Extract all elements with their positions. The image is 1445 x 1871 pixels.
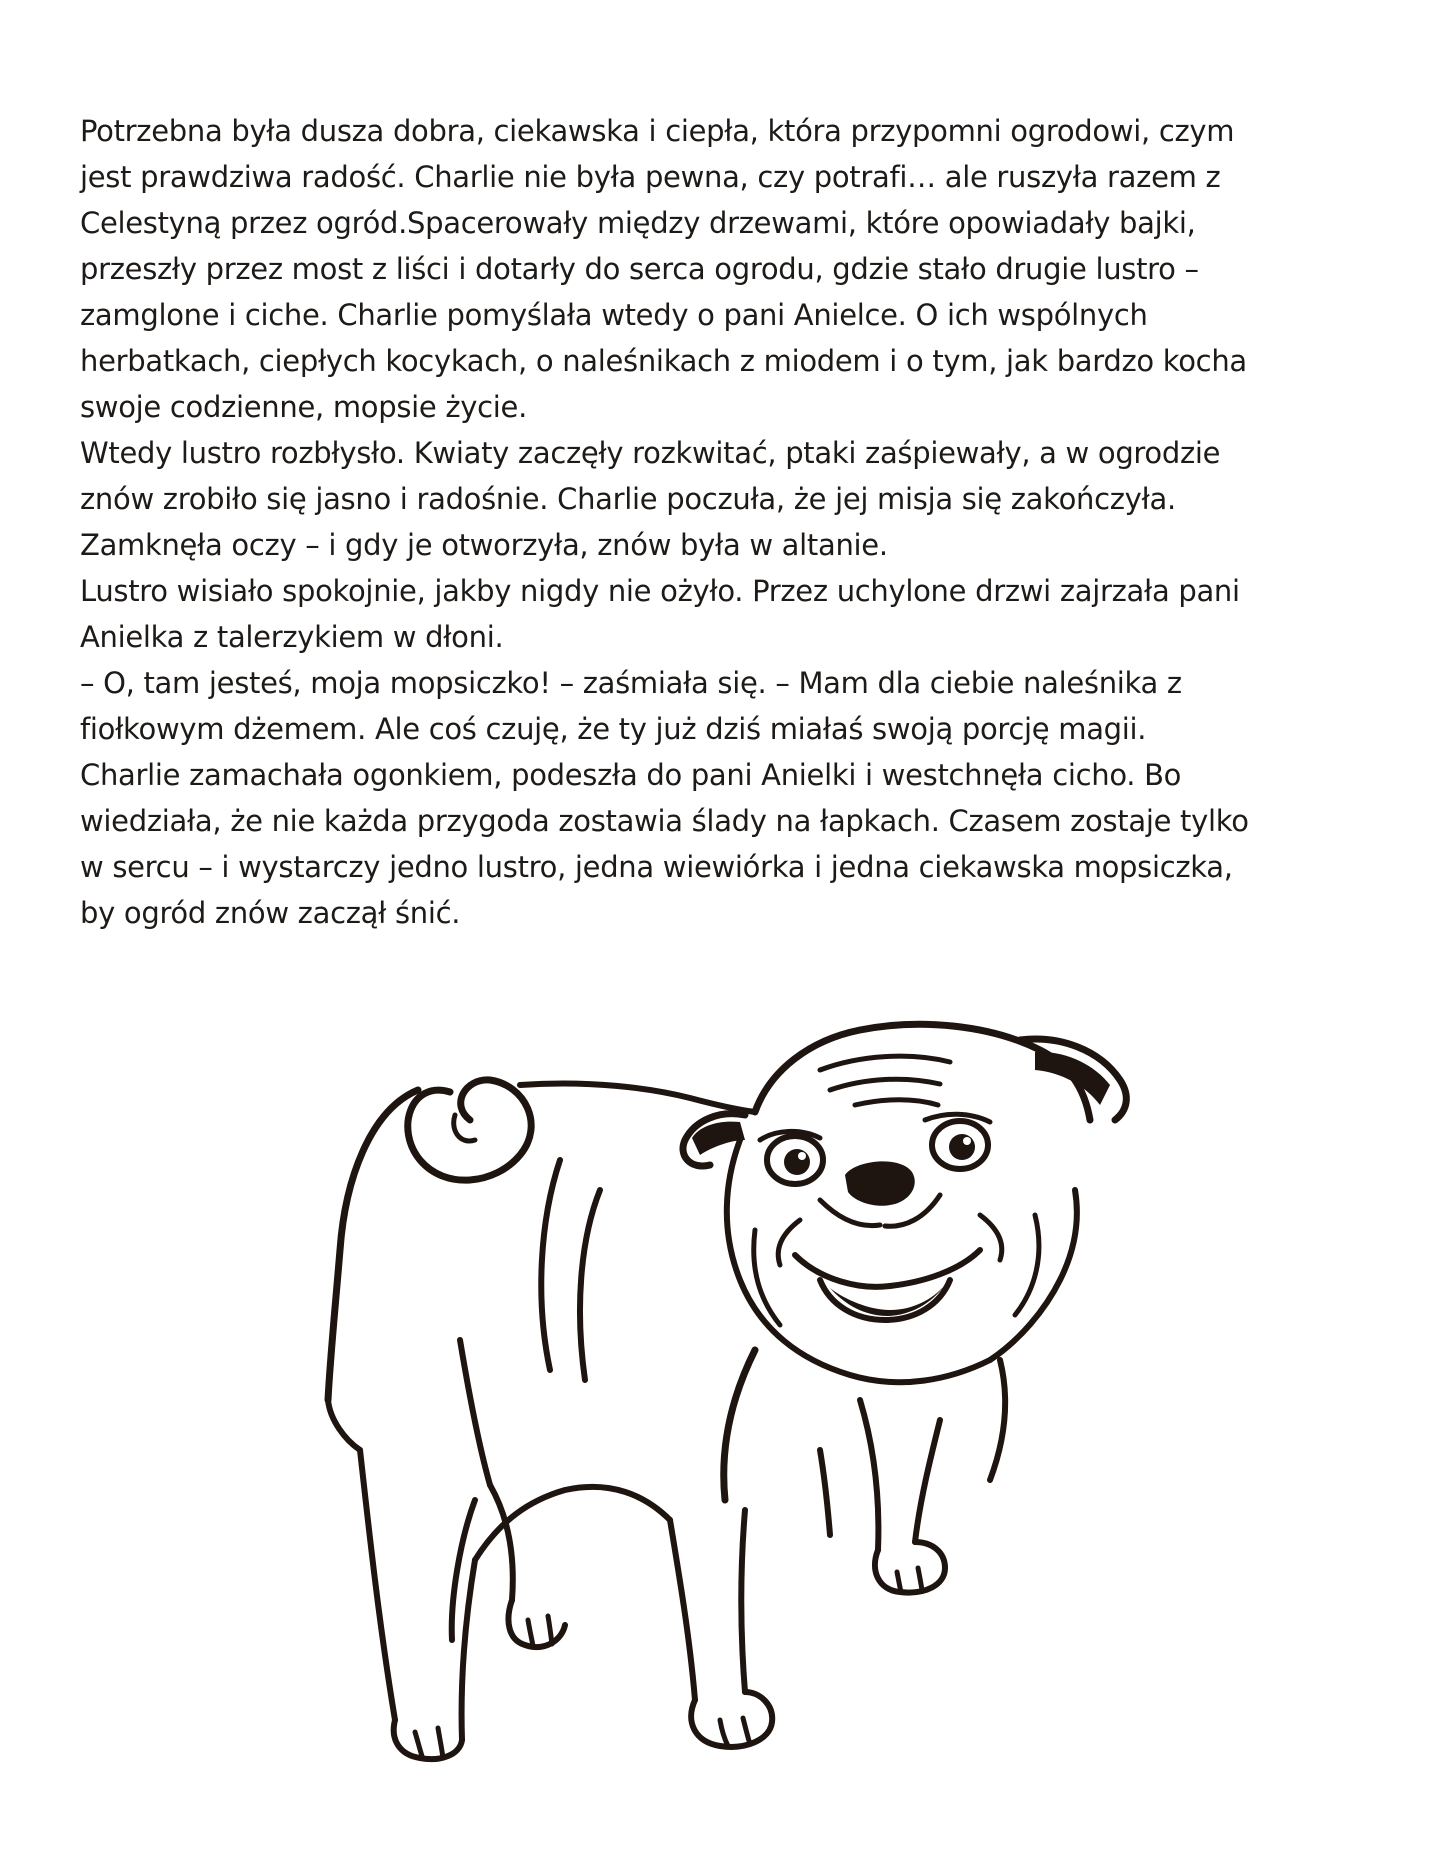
story-line: Charlie zamachała ogonkiem, podeszła do pani Anielki i westchnęła cicho. Bo <box>80 758 1182 792</box>
story-line: swoje codzienne, mopsie życie. <box>80 390 528 424</box>
story-line: przeszły przez most z liści i dotarły do serca ogrodu, gdzie stało drugie lustro – <box>80 252 1199 286</box>
story-line: znów zrobiło się jasno i radośnie. Charlie poczuła, że jej misja się zakończyła. <box>80 482 1176 516</box>
story-line: Zamknęła oczy – i gdy je otworzyła, znów była w altanie. <box>80 528 888 562</box>
story-line: – O, tam jesteś, moja mopsiczko! – zaśmiała się. – Mam dla ciebie naleśnika z <box>80 666 1182 700</box>
story-line: w sercu – i wystarczy jedno lustro, jedna wiewiórka i jedna ciekawska mopsiczka, <box>80 850 1233 884</box>
story-line: Potrzebna była dusza dobra, ciekawska i ciepła, która przypomni ogrodowi, czym <box>80 114 1235 148</box>
pug-illustration <box>300 980 1220 1800</box>
story-line: Wtedy lustro rozbłysło. Kwiaty zaczęły rozkwitać, ptaki zaśpiewały, a w ogrodzie <box>80 436 1221 470</box>
story-line: Lustro wisiało spokojnie, jakby nigdy nie ożyło. Przez uchylone drzwi zajrzała pani <box>80 574 1240 608</box>
story-line: jest prawdziwa radość. Charlie nie była pewna, czy potrafi… ale ruszyła razem z <box>80 160 1221 194</box>
pug-dog-icon <box>300 980 1220 1800</box>
story-line: wiedziała, że nie każda przygoda zostawia ślady na łapkach. Czasem zostaje tylko <box>80 804 1249 838</box>
story-line: fiołkowym dżemem. Ale coś czuję, że ty już dziś miałaś swoją porcję magii. <box>80 712 1147 746</box>
story-line: Celestyną przez ogród.Spacerowały między drzewami, które opowiadały bajki, <box>80 206 1196 240</box>
story-line: zamglone i ciche. Charlie pomyślała wtedy o pani Anielce. O ich wspólnych <box>80 298 1148 332</box>
story-text <box>80 108 1380 936</box>
story-line: herbatkach, ciepłych kocykach, o naleśnikach z miodem i o tym, jak bardzo kocha <box>80 344 1247 378</box>
story-line: Anielka z talerzykiem w dłoni. <box>80 620 504 654</box>
story-line: by ogród znów zaczął śnić. <box>80 896 461 930</box>
